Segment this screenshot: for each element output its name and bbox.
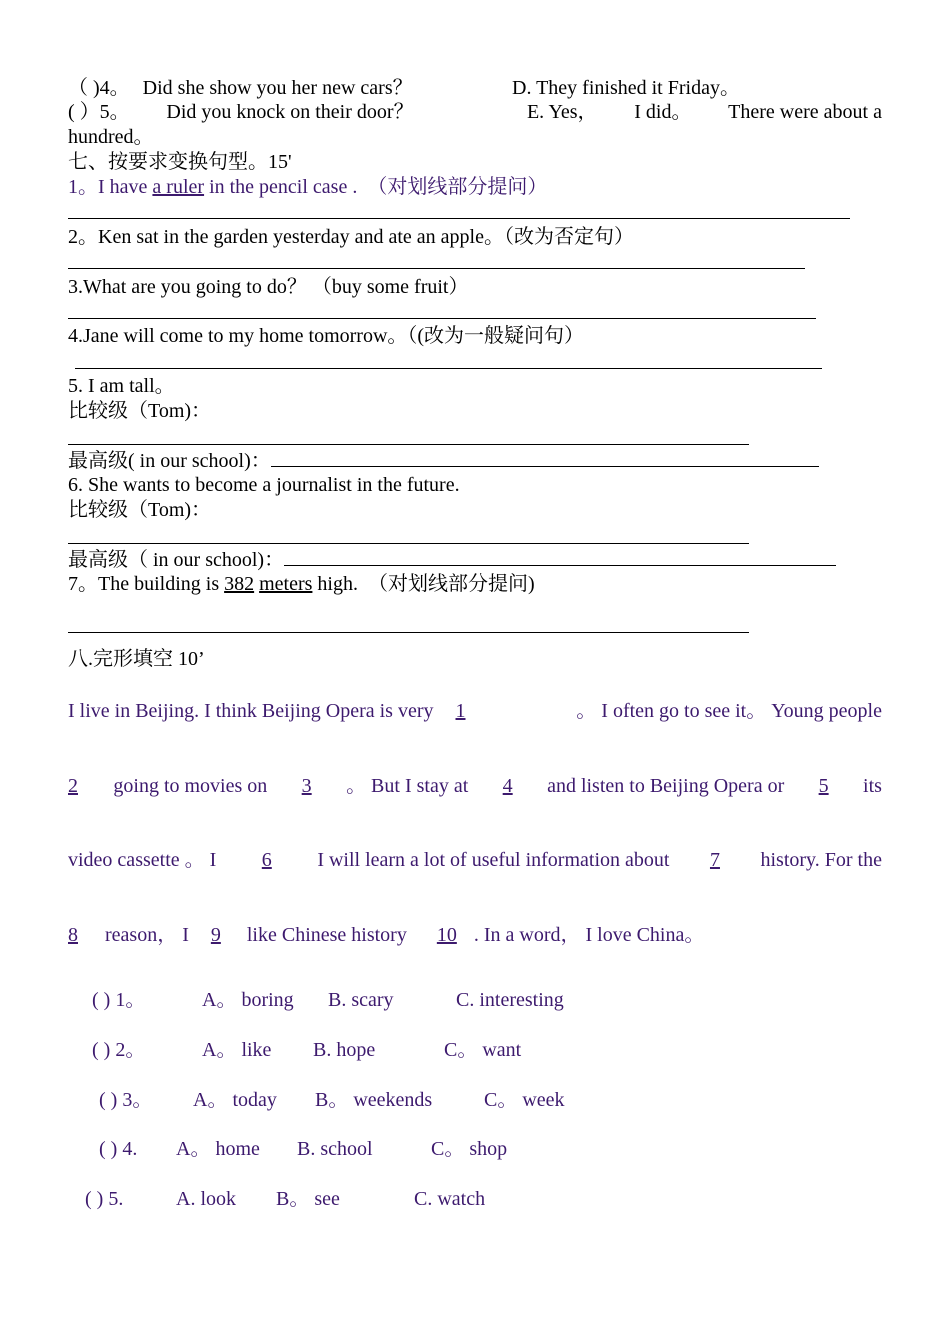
superlative-label: 最高级( in our school)：: [68, 450, 271, 472]
passage-line-1: I live in Beijing. I think Beijing Opera is very 1 。 I often go to see it。 Young people: [68, 700, 882, 722]
question-text: Did she show you her new cars？: [142, 77, 413, 99]
superlative-row: [68, 547, 836, 572]
blank-9[interactable]: 9: [210, 924, 221, 946]
s7-q6: 6. She wants to become a journalist in the future.: [68, 474, 460, 496]
section-8-title: 八.完形填空 10’: [68, 648, 205, 670]
blank-10[interactable]: 10: [436, 924, 457, 946]
comparative-label: 比较级（Tom)：: [68, 400, 212, 422]
superlative-row: [68, 448, 819, 473]
answer-line-7[interactable]: [68, 632, 749, 633]
answer-line-6a[interactable]: [68, 543, 749, 544]
superlative-label: 最高级（ in our school)：: [68, 549, 285, 571]
blank-6[interactable]: 6: [261, 849, 272, 871]
answer-line-5b[interactable]: [271, 448, 819, 467]
s7-q2: 2。Ken sat in the garden yesterday and ate an apple。（改为否定句）: [68, 226, 634, 248]
underlined-phrase: a ruler: [152, 176, 205, 198]
option-a[interactable]: A。 home: [176, 1138, 260, 1160]
option-c[interactable]: C。 shop: [431, 1138, 508, 1160]
s7-q5: 5. I am tall。: [68, 375, 175, 397]
blank-5[interactable]: 5: [818, 775, 829, 797]
answer-e-part: I did。: [634, 101, 692, 123]
option-b[interactable]: B. scary: [328, 989, 394, 1011]
option-c[interactable]: C。 want: [444, 1039, 522, 1061]
answer-line-4[interactable]: [75, 368, 822, 369]
answer-line-6b[interactable]: [284, 547, 836, 566]
answer-line-1[interactable]: [68, 218, 850, 219]
match-q5: [68, 100, 882, 124]
blank-1[interactable]: 1: [455, 700, 466, 722]
option-a[interactable]: A. look: [176, 1188, 236, 1210]
underlined-unit: meters: [259, 573, 313, 595]
answer-bracket[interactable]: ( ) 5.: [85, 1188, 124, 1210]
blank-3[interactable]: 3: [301, 775, 312, 797]
blank-4[interactable]: 4: [502, 775, 513, 797]
underlined-number: 382: [224, 573, 255, 595]
match-answer-d: D. They finished it Friday。: [512, 77, 740, 99]
answer-line-5a[interactable]: [68, 444, 749, 445]
answer-e-part: E. Yes，: [526, 101, 598, 123]
passage-line-3: video cassette 。 I 6 I will learn a lot of useful information about 7 history. For the: [68, 849, 882, 871]
s7-q4: 4.Jane will come to my home tomorrow。（(改为一般疑问句）: [68, 325, 585, 347]
answer-bracket[interactable]: ( ) 1。: [92, 989, 146, 1011]
answer-bracket[interactable]: ( ) 3。: [99, 1089, 153, 1111]
option-c[interactable]: C。 week: [484, 1089, 565, 1111]
answer-line-3[interactable]: [68, 318, 816, 319]
answer-bracket[interactable]: （ )4。: [68, 77, 130, 99]
match-q4: [68, 76, 413, 100]
option-b[interactable]: B. hope: [313, 1039, 376, 1061]
passage-line-4: 8 reason， I 9 like Chinese history 10 . In a word， I love China。: [68, 924, 705, 946]
passage-line-2: 2 going to movies on 3 。 But I stay at 4 and listen to Beijing Opera or 5 its: [68, 775, 882, 797]
option-a[interactable]: A。 today: [193, 1089, 277, 1111]
question-text: Did you knock on their door？: [166, 101, 414, 123]
option-b[interactable]: B。 see: [276, 1188, 340, 1210]
answer-e-part: There were about a: [728, 101, 882, 123]
answer-bracket[interactable]: ( ) 2。: [92, 1039, 146, 1061]
answer-bracket[interactable]: ( ) 4.: [99, 1138, 138, 1160]
option-b[interactable]: B。 weekends: [315, 1089, 433, 1111]
comparative-label: 比较级（Tom)：: [68, 499, 212, 521]
answer-bracket[interactable]: ( ）5。: [68, 101, 130, 123]
blank-2[interactable]: 2: [68, 775, 78, 797]
option-b[interactable]: B. school: [297, 1138, 373, 1160]
match-answer-e-cont: hundred。: [68, 126, 154, 148]
blank-8[interactable]: 8: [68, 924, 78, 946]
answer-line-2[interactable]: [68, 268, 805, 269]
option-c[interactable]: C. interesting: [456, 989, 564, 1011]
s7-q1: 1。I have a ruler in the pencil case . （对划线部分提问）: [68, 176, 548, 198]
blank-7[interactable]: 7: [709, 849, 720, 871]
s7-q3: 3.What are you going to do？ （buy some fruit）: [68, 276, 469, 298]
option-a[interactable]: A。 like: [202, 1039, 272, 1061]
s7-q7: 7。The building is 382 meters high. （对划线部分提问): [68, 573, 535, 595]
option-c[interactable]: C. watch: [414, 1188, 486, 1210]
section-7-title: 七、按要求变换句型。15': [68, 151, 292, 173]
option-a[interactable]: A。 boring: [202, 989, 294, 1011]
